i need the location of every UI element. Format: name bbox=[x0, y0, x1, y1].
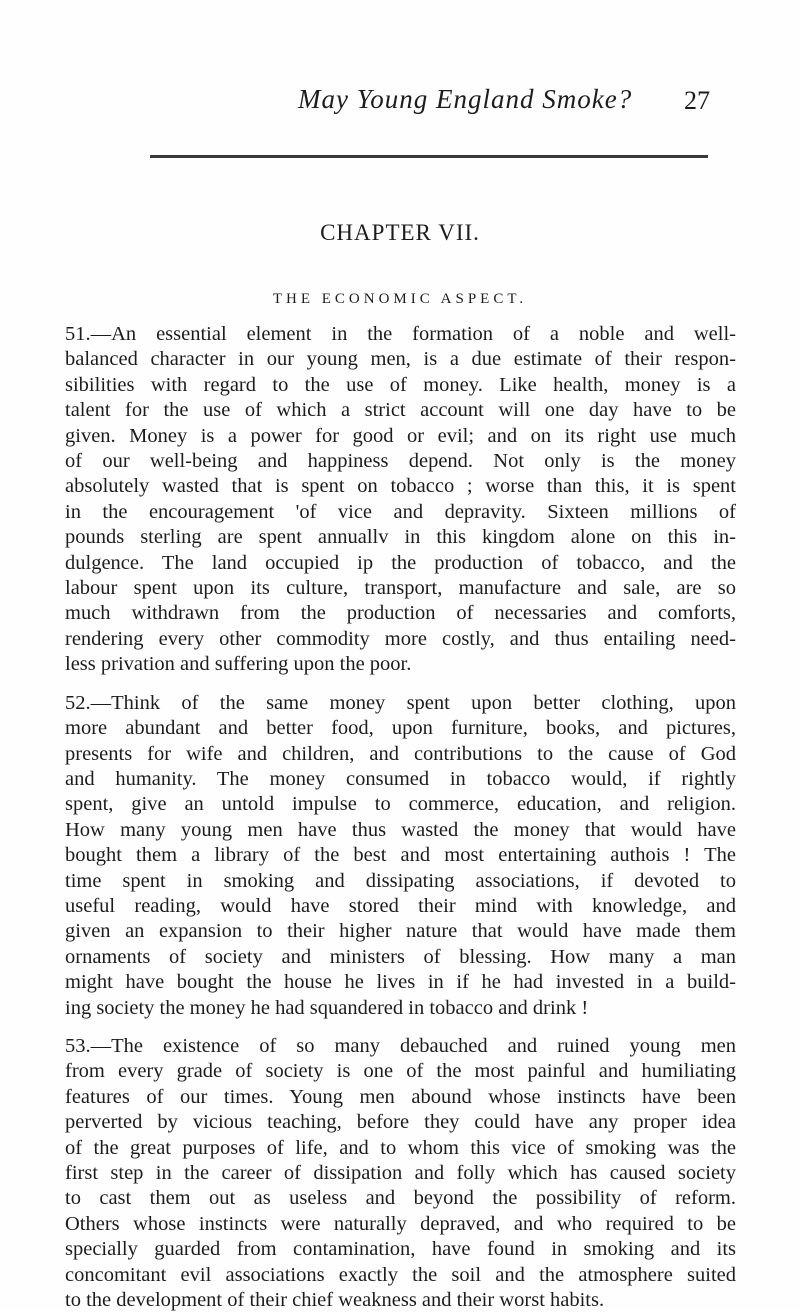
text-line: from every grade of society is one of the most painful and humiliating bbox=[65, 1060, 736, 1083]
text-line: spent, give an untold impulse to commerce, education, and religion. bbox=[65, 793, 736, 816]
text-line: and humanity. The money consumed in tobacco would, if rightly bbox=[65, 767, 736, 790]
text-line: dulgence. The land occupied ip the production of tobacco, and the bbox=[65, 551, 736, 574]
text-line: bought them a library of the best and most entertaining authois ! The bbox=[65, 844, 736, 867]
text-line: more abundant and better food, upon furniture, books, and pictures, bbox=[65, 717, 736, 740]
paragraph-53 bbox=[65, 1034, 736, 1313]
text-line: balanced character in our young men, is a due estimate of their respon- bbox=[65, 348, 736, 371]
running-head bbox=[150, 84, 710, 124]
text-line: 52.—Think of the same money spent upon better clothing, upon bbox=[65, 691, 736, 714]
text-line: sibilities with regard to the use of money. Like health, money is a bbox=[65, 373, 736, 396]
page-number: 27 bbox=[684, 86, 710, 115]
text-line: might have bought the house he lives in if he had invested in a build- bbox=[65, 971, 736, 994]
paragraph-gap bbox=[65, 678, 736, 691]
text-line: in the encouragement 'of vice and depravity. Sixteen millions of bbox=[65, 500, 736, 523]
text-line: time spent in smoking and dissipating associations, if devoted to bbox=[65, 869, 736, 892]
running-title: May Young England Smoke? bbox=[298, 84, 633, 114]
text-line: 53.—The existence of so many debauched and ruined young men bbox=[65, 1034, 736, 1057]
text-line: concomitant evil associations exactly the soil and the atmosphere suited bbox=[65, 1263, 736, 1286]
text-line: to the development of their chief weakness and their worst habits. bbox=[65, 1289, 605, 1312]
text-line: to cast them out as useless and beyond the possibility of reform. bbox=[65, 1187, 736, 1210]
text-line: much withdrawn from the production of necessaries and comforts, bbox=[65, 602, 736, 625]
paragraph-52 bbox=[65, 691, 736, 1021]
text-line: rendering every other commodity more costly, and thus entailing need- bbox=[65, 627, 736, 650]
text-line: useful reading, would have stored their mind with knowledge, and bbox=[65, 894, 736, 917]
text-line: given. Money is a power for good or evil; and on its right use much bbox=[65, 424, 736, 447]
text-line: absolutely wasted that is spent on tobacco ; worse than this, it is spent bbox=[65, 475, 736, 498]
text-line: given an expansion to their higher nature that would have made them bbox=[65, 920, 736, 943]
text-line: talent for the use of which a strict account will one day have to be bbox=[65, 399, 736, 422]
header-rule bbox=[150, 155, 708, 158]
text-line: perverted by vicious teaching, before they could have any proper idea bbox=[65, 1111, 736, 1134]
text-line: labour spent upon its culture, transport, manufacture and sale, are so bbox=[65, 577, 736, 600]
paragraph-gap bbox=[65, 1021, 736, 1034]
text-line: Others whose instincts were naturally depraved, and who required to be bbox=[65, 1212, 736, 1235]
text-line: features of our times. Young men abound whose instincts have been bbox=[65, 1085, 736, 1108]
text-line: of our well-being and happiness depend. Not only is the money bbox=[65, 450, 736, 473]
text-line: of the great purposes of life, and to whom this vice of smoking was the bbox=[65, 1136, 736, 1159]
text-line: How many young men have thus wasted the money that would have bbox=[65, 818, 736, 841]
text-line: ornaments of society and ministers of blessing. How many a man bbox=[65, 945, 736, 968]
text-line: presents for wife and children, and contributions to the cause of God bbox=[65, 742, 736, 765]
paragraph-51 bbox=[65, 322, 736, 678]
text-line: 51.—An essential element in the formation of a noble and well- bbox=[65, 323, 736, 345]
text-line: first step in the career of dissipation and folly which has caused society bbox=[65, 1162, 736, 1184]
text-line: ing society the money he had squandered in tobacco and drink ! bbox=[65, 996, 589, 1019]
chapter-title: CHAPTER VII. bbox=[320, 220, 480, 245]
section-title: THE ECONOMIC ASPECT. bbox=[272, 291, 528, 307]
text-line: specially guarded from contamination, have found in smoking and its bbox=[65, 1238, 736, 1261]
body-text bbox=[65, 322, 736, 1313]
text-line: less privation and suffering upon the poor. bbox=[65, 653, 412, 676]
text-line: pounds sterling are spent annuallv in this kingdom alone on this in- bbox=[65, 526, 736, 549]
